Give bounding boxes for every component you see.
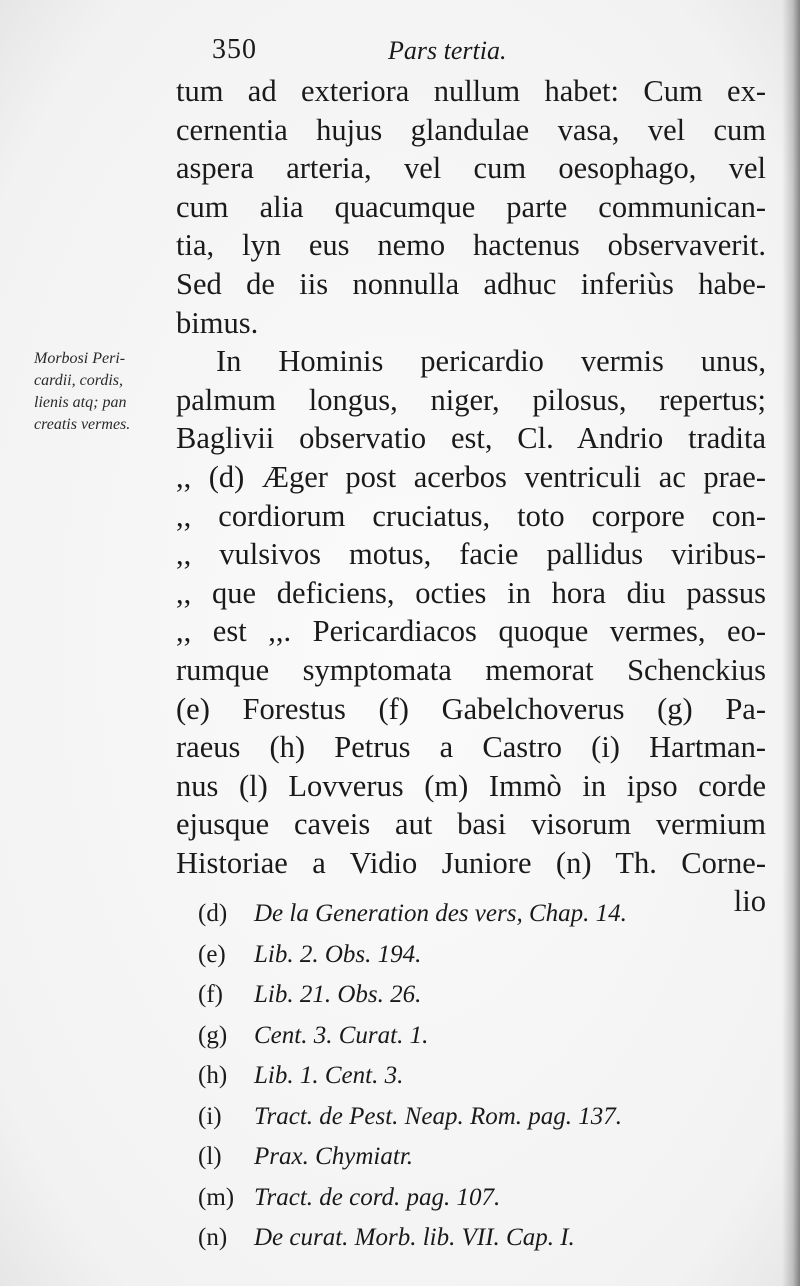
footnote-label: (d) (198, 900, 228, 927)
footnote (198, 1137, 758, 1178)
footnote (198, 1178, 758, 1219)
margin-note-line: lienis atq; pan (34, 394, 127, 411)
footnote (198, 1097, 758, 1138)
quoted-line: ,, vulsivos motus, facie pallidus viribus- (176, 537, 766, 572)
text-line: rumque symptomata memorat Schenckius (176, 652, 766, 687)
text-line: cum alia quacumque parte communican- (176, 189, 766, 224)
text-line: Historiae a Vidio Juniore (n) Th. Corne- (176, 845, 766, 880)
footnote-text: Tract. de cord. pag. 107. (254, 1183, 501, 1211)
quoted-line: ,, que deficiens, octies in hora diu passus (176, 575, 766, 610)
footnote-text: Lib. 1. Cent. 3. (254, 1062, 404, 1089)
text-line: cernentia hujus glandulae vasa, vel cum (176, 112, 766, 147)
footnote-label: (l) (198, 1143, 222, 1170)
text-line: bimus. (176, 305, 259, 340)
text-line: nus (l) Lovverus (m) Immò in ipso corde (176, 768, 766, 803)
footnote-label: (m) (198, 1183, 235, 1211)
footnote-text: Lib. 2. Obs. 194. (254, 940, 422, 968)
text-line: raeus (h) Petrus a Castro (i) Hartman- (176, 730, 766, 765)
paragraph-start: In Hominis pericardio vermis unus, (216, 344, 766, 379)
footnote-text: Cent. 3. Curat. 1. (254, 1021, 429, 1049)
footnote (198, 1056, 758, 1097)
footnote-label: (f) (198, 981, 223, 1008)
page-number: 350 (212, 34, 257, 65)
footnote-label: (n) (198, 1224, 228, 1251)
main-text (176, 72, 766, 921)
footnote (198, 975, 758, 1016)
margin-note-line: creatis vermes. (34, 416, 131, 433)
footnote (198, 935, 758, 976)
footnote-text: Prax. Chymiatr. (254, 1143, 414, 1170)
text-line: (e) Forestus (f) Gabelchoverus (g) Pa- (176, 691, 766, 726)
text-line: ejusque caveis aut basi visorum vermium (176, 807, 766, 842)
margin-note (34, 348, 174, 436)
footnote (198, 894, 758, 935)
text-line: Baglivii observatio est, Cl. Andrio tradita (176, 421, 766, 456)
footnote-text: Tract. de Pest. Neap. Rom. pag. 137. (254, 1102, 623, 1130)
running-head: Pars tertia. (388, 36, 507, 65)
text-line: aspera arteria, vel cum oesophago, vel (176, 151, 766, 186)
text-line: tum ad exteriora nullum habet: Cum ex- (176, 74, 766, 108)
quoted-line: ,, cordiorum cruciatus, toto corpore con- (176, 498, 766, 533)
footnote-label: (g) (198, 1021, 228, 1049)
footnote (198, 1218, 758, 1259)
footnote-text: De curat. Morb. lib. VII. Cap. I. (254, 1224, 575, 1251)
margin-note-line: cardii, cordis, (34, 372, 124, 389)
footnote-text: Lib. 21. Obs. 26. (254, 981, 422, 1008)
catchword: lio (733, 884, 766, 919)
footnote-label: (h) (198, 1062, 228, 1089)
margin-note-line: Morbosi Peri- (34, 350, 126, 367)
quoted-line: ,, (d) Æger post acerbos ventriculi ac prae- (176, 459, 766, 494)
page-edge-shadow (782, 0, 800, 1286)
footnote-label: (e) (198, 940, 226, 968)
footnotes (198, 894, 758, 1259)
text-line: Sed de iis nonnulla adhuc inferiùs habe- (176, 266, 766, 301)
text-line: tia, lyn eus nemo hactenus observaverit. (176, 228, 766, 263)
footnote-text: De la Generation des vers, Chap. 14. (254, 900, 627, 927)
footnote (198, 1016, 758, 1057)
text-line: palmum longus, niger, pilosus, repertus; (176, 382, 766, 417)
quoted-line: ,, est ,,. Pericardiacos quoque vermes, eo- (176, 614, 766, 649)
footnote-label: (i) (198, 1102, 222, 1130)
page-header (212, 34, 552, 68)
